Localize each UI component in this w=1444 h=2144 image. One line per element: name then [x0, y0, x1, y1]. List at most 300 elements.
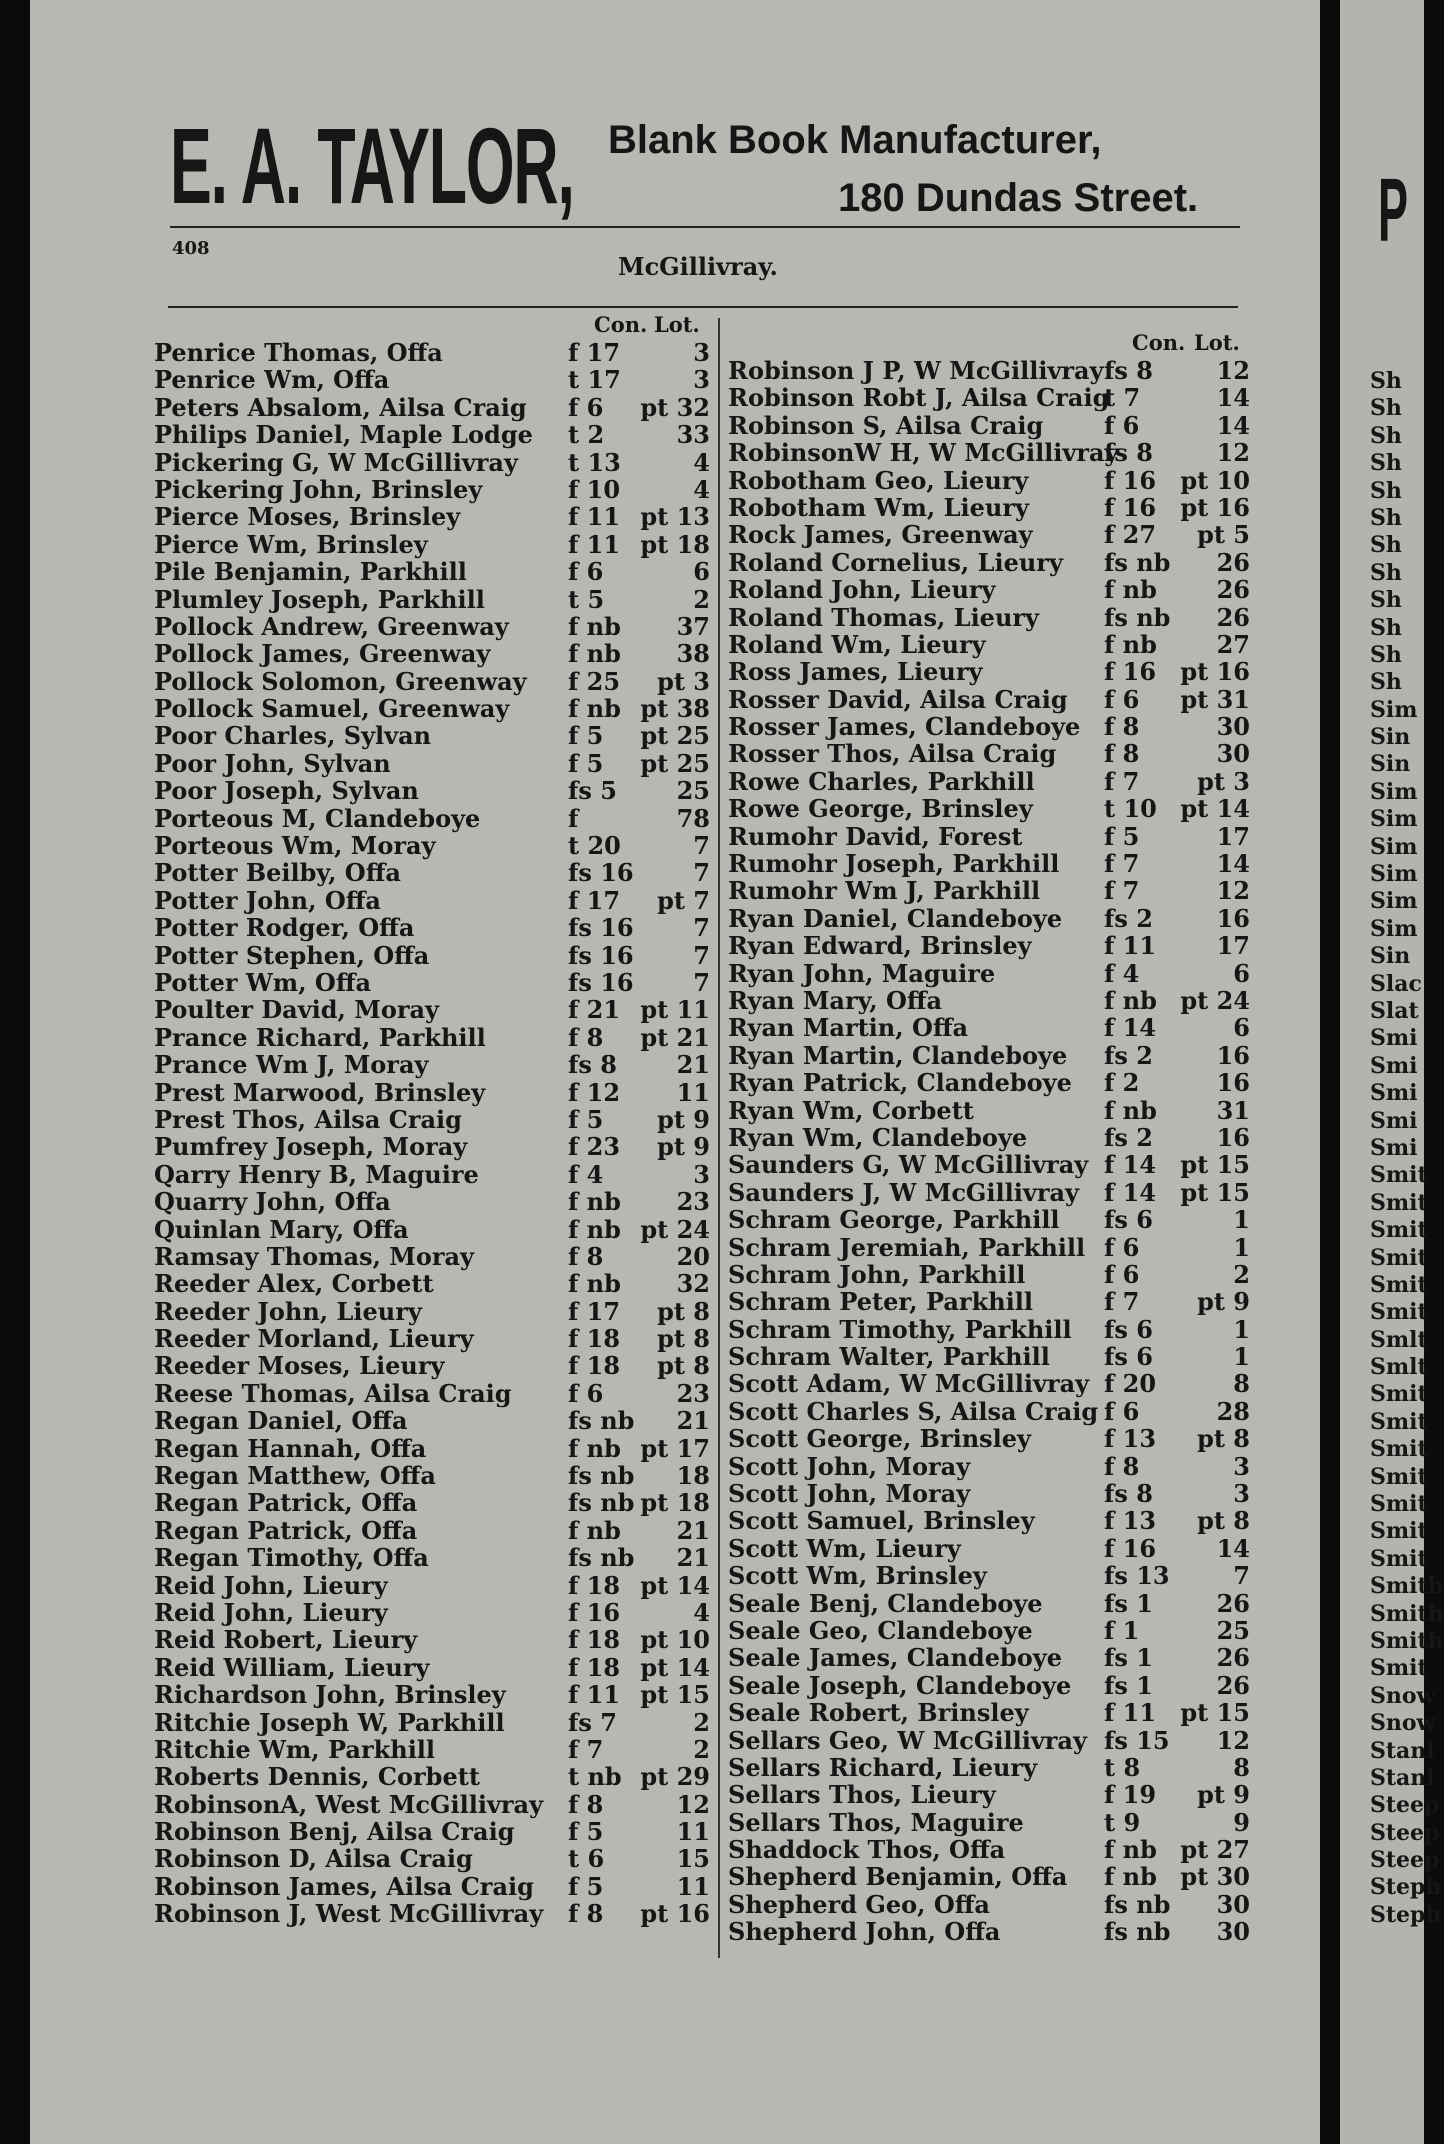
entry-lot: pt 9 — [1197, 1287, 1250, 1317]
entry-lot: pt 31 — [1180, 684, 1250, 714]
entry-name: Scott John, Moray — [728, 1451, 971, 1481]
entry-name: Reid Robert, Lieury — [154, 1625, 418, 1655]
entry-con: f 27 — [1104, 520, 1157, 550]
entry-name: Reid John, Lieury — [154, 1597, 388, 1627]
directory-entry — [154, 365, 716, 395]
entry-name: Rowe Charles, Parkhill — [728, 766, 1035, 796]
directory-entry — [720, 1287, 1260, 1317]
entry-name: Rumohr David, Forest — [728, 821, 1023, 851]
directory-entry — [154, 913, 716, 943]
entry-con: f 19 — [1104, 1780, 1157, 1810]
entry-name: Rosser David, Ailsa Craig — [728, 684, 1068, 714]
entry-lot: pt 16 — [1180, 492, 1250, 522]
entry-name: Pollock Solomon, Greenway — [154, 666, 527, 696]
directory-entry — [154, 502, 716, 532]
section-rule — [168, 306, 1238, 308]
entry-name: Schram John, Parkhill — [728, 1259, 1026, 1289]
entry-lot: 6 — [693, 557, 710, 587]
entry-lot: pt 15 — [1180, 1150, 1250, 1180]
adjacent-fragment: Sim — [1370, 861, 1418, 888]
entry-name: Prest Marwood, Brinsley — [154, 1077, 486, 1107]
entry-con: f 7 — [1104, 849, 1140, 879]
directory-entry — [154, 1543, 716, 1573]
adjacent-fragment: Sh — [1370, 477, 1402, 504]
directory-entry — [154, 1351, 716, 1381]
adjacent-fragment: Slac — [1370, 970, 1422, 997]
directory-entry — [720, 466, 1260, 493]
adjacent-fragment: Sim — [1370, 696, 1418, 723]
directory-entry — [720, 1616, 1260, 1643]
entry-con: f 7 — [1104, 1287, 1140, 1317]
entry-name: Poor Joseph, Sylvan — [154, 776, 419, 806]
entry-lot: 30 — [1216, 1889, 1250, 1919]
entry-lot: 37 — [676, 611, 710, 641]
entry-lot: 3 — [693, 365, 710, 395]
directory-entry — [720, 1589, 1260, 1616]
adjacent-fragment: Snow — [1370, 1682, 1436, 1709]
entry-lot: pt 16 — [640, 1899, 710, 1929]
entry-name: Regan Daniel, Offa — [154, 1406, 408, 1436]
directory-entry — [720, 1643, 1260, 1673]
entry-lot: 16 — [1216, 1040, 1250, 1070]
directory-entry — [154, 1708, 716, 1735]
entry-lot: pt 25 — [640, 721, 710, 751]
entry-name: Seale Benj, Clandeboye — [728, 1588, 1043, 1618]
directory-entry — [154, 804, 716, 831]
directory-entry — [154, 886, 716, 913]
directory-entry — [154, 831, 716, 861]
entry-lot: 25 — [1216, 1615, 1250, 1645]
entry-lot: pt 24 — [1180, 985, 1250, 1015]
entry-con: t 13 — [568, 447, 621, 477]
entry-lot: 30 — [1216, 739, 1250, 769]
entry-lot: pt 15 — [1180, 1698, 1250, 1728]
entry-con: fs 16 — [568, 858, 634, 888]
adjacent-fragment: Sh — [1370, 559, 1402, 586]
entry-name: Ryan Patrick, Clandeboye — [728, 1068, 1072, 1098]
entry-name: Rosser James, Clandeboye — [728, 712, 1081, 742]
entry-name: Pierce Wm, Brinsley — [154, 529, 428, 559]
page-number: 408 — [172, 238, 210, 259]
entry-name: RobinsonW H, W McGillivray — [728, 438, 1119, 468]
directory-entry — [154, 694, 716, 724]
entry-con: f 17 — [568, 1296, 621, 1326]
entry-con: f — [568, 803, 579, 833]
left-entry-list — [154, 338, 716, 1927]
entry-name: Schram Walter, Parkhill — [728, 1342, 1050, 1372]
entry-name: Peters Absalom, Ailsa Craig — [154, 392, 527, 422]
entry-con: f 13 — [1104, 1424, 1157, 1454]
entry-name: Regan Timothy, Offa — [154, 1543, 429, 1573]
entry-name: Reese Thomas, Ailsa Craig — [154, 1378, 512, 1408]
entry-name: Pumfrey Joseph, Moray — [154, 1132, 468, 1162]
entry-name: Seale Joseph, Clandeboye — [728, 1670, 1072, 1700]
directory-entry — [720, 1260, 1260, 1287]
entry-name: Ryan John, Maguire — [728, 958, 996, 988]
entry-name: Pollock James, Greenway — [154, 639, 491, 669]
entry-name: Robinson Benj, Ailsa Craig — [154, 1817, 515, 1847]
entry-con: f nb — [568, 694, 621, 724]
entry-name: Potter Stephen, Offa — [154, 940, 430, 970]
entry-name: Saunders G, W McGillivray — [728, 1150, 1089, 1180]
entry-lot: pt 8 — [657, 1296, 710, 1326]
entry-con: fs 13 — [1104, 1561, 1170, 1591]
entry-lot: 7 — [693, 858, 710, 888]
entry-name: Ryan Wm, Corbett — [728, 1095, 974, 1125]
entry-name: Pile Benjamin, Parkhill — [154, 557, 467, 587]
entry-lot: pt 5 — [1197, 520, 1250, 550]
entry-con: f 23 — [568, 1132, 621, 1162]
entry-name: Sellars Geo, W McGillivray — [728, 1725, 1087, 1755]
directory-entry — [720, 575, 1260, 605]
entry-lot: 4 — [693, 1597, 710, 1627]
entry-lot: 3 — [1233, 1479, 1250, 1509]
entry-lot: 7 — [693, 913, 710, 943]
entry-name: Prest Thos, Ailsa Craig — [154, 1104, 462, 1134]
directory-entry — [720, 1917, 1260, 1947]
directory-entry — [154, 1680, 716, 1710]
entry-lot: 16 — [1216, 903, 1250, 933]
directory-entry — [154, 1735, 716, 1762]
entry-con: t 8 — [1104, 1752, 1141, 1782]
entry-lot: pt 29 — [640, 1762, 710, 1792]
entry-con: f nb — [568, 1515, 621, 1545]
entry-lot: pt 15 — [640, 1680, 710, 1710]
directory-entry — [154, 1105, 716, 1132]
entry-con: fs nb — [568, 1406, 635, 1436]
entry-lot: 14 — [1216, 410, 1250, 440]
entry-name: Prance Richard, Parkhill — [154, 1022, 486, 1052]
entry-con: fs 1 — [1104, 1588, 1153, 1618]
entry-con: f nb — [568, 1187, 621, 1217]
adjacent-fragment: Sh — [1370, 614, 1402, 641]
entry-name: Ross James, Lieury — [728, 657, 983, 687]
entry-lot: 20 — [676, 1241, 710, 1271]
directory-entry — [720, 1452, 1260, 1479]
adjacent-fragment: Steep — [1370, 1847, 1440, 1874]
entry-lot: 17 — [1216, 931, 1250, 961]
entry-con: f nb — [1104, 575, 1157, 605]
entry-name: Reid John, Lieury — [154, 1570, 388, 1600]
entry-lot: 38 — [676, 639, 710, 669]
entry-con: fs nb — [568, 1488, 635, 1518]
entry-lot: 33 — [676, 420, 710, 450]
entry-con: f nb — [1104, 985, 1157, 1015]
adjacent-fragment: Sh — [1370, 669, 1402, 696]
entry-con: fs nb — [568, 1543, 635, 1573]
adjacent-fragment: Smlt — [1370, 1326, 1428, 1353]
entry-name: Shepherd Geo, Offa — [728, 1889, 990, 1919]
entry-lot: pt 7 — [657, 885, 710, 915]
adjacent-fragment: Sh — [1370, 450, 1402, 477]
entry-name: Rumohr Joseph, Parkhill — [728, 849, 1060, 879]
entry-con: fs nb — [1104, 602, 1171, 632]
directory-entry — [154, 1160, 716, 1187]
directory-entry — [720, 1342, 1260, 1372]
entry-name: Pickering G, W McGillivray — [154, 447, 518, 477]
entry-name: Philips Daniel, Maple Lodge — [154, 420, 533, 450]
directory-entry — [154, 393, 716, 420]
entry-lot: 1 — [1233, 1342, 1250, 1372]
entry-name: Saunders J, W McGillivray — [728, 1177, 1079, 1207]
directory-entry — [154, 338, 716, 365]
entry-con: t 10 — [1104, 794, 1157, 824]
entry-name: Seale Robert, Brinsley — [728, 1698, 1029, 1728]
entry-lot: 12 — [676, 1789, 710, 1819]
entry-name: RobinsonA, West McGillivray — [154, 1789, 544, 1819]
entry-lot: pt 9 — [1197, 1780, 1250, 1810]
entry-lot: 21 — [676, 1050, 710, 1080]
adjacent-fragment: Smi — [1370, 1107, 1418, 1134]
directory-entry — [154, 1297, 716, 1324]
entry-con: f 25 — [568, 666, 621, 696]
entry-con: t 17 — [568, 365, 621, 395]
entry-name: Shepherd Benjamin, Offa — [728, 1862, 1068, 1892]
entry-lot: pt 3 — [657, 666, 710, 696]
directory-entry — [154, 1215, 716, 1242]
directory-entry — [720, 383, 1260, 413]
adjacent-fragment: Sh — [1370, 532, 1402, 559]
entry-name: Poor Charles, Sylvan — [154, 721, 432, 751]
con-header: Con. — [1132, 330, 1186, 355]
adjacent-fragment: Stanl — [1370, 1764, 1435, 1791]
entry-name: Regan Matthew, Offa — [154, 1461, 436, 1491]
entry-name: Robotham Wm, Lieury — [728, 492, 1029, 522]
entry-lot: 4 — [693, 474, 710, 504]
entry-lot: 2 — [693, 1707, 710, 1737]
entry-con: f 11 — [568, 529, 621, 559]
left-column-header — [154, 312, 716, 338]
entry-con: f 8 — [568, 1022, 604, 1052]
entry-lot: pt 3 — [1197, 766, 1250, 796]
entry-con: f 6 — [1104, 1232, 1140, 1262]
adjacent-fragment: Steep — [1370, 1792, 1440, 1819]
directory-entry — [154, 1406, 716, 1436]
directory-entry — [154, 639, 716, 669]
entry-name: Porteous Wm, Moray — [154, 831, 436, 861]
entry-lot: pt 8 — [1197, 1424, 1250, 1454]
entry-con: fs nb — [568, 1461, 635, 1491]
entry-con: fs 16 — [568, 967, 634, 997]
adjacent-fragment: Sin — [1370, 724, 1411, 751]
directory-entry — [720, 1150, 1260, 1180]
adjacent-fragment: Smi — [1370, 1080, 1418, 1107]
con-header: Con. — [594, 312, 648, 337]
entry-name: Rock James, Greenway — [728, 520, 1033, 550]
entry-name: Robinson Robt J, Ailsa Craig — [728, 383, 1110, 413]
entry-con: f 6 — [1104, 410, 1140, 440]
entry-name: Ritchie Wm, Parkhill — [154, 1734, 436, 1764]
entry-name: Potter John, Offa — [154, 885, 381, 915]
entry-name: Ryan Martin, Clandeboye — [728, 1040, 1068, 1070]
entry-con: f 7 — [568, 1734, 604, 1764]
entry-lot: 26 — [1216, 1643, 1250, 1673]
entry-con: f nb — [1104, 1835, 1157, 1865]
entry-lot: pt 15 — [1180, 1177, 1250, 1207]
entry-con: fs 8 — [1104, 1479, 1153, 1509]
entry-lot: 7 — [693, 831, 710, 861]
directory-entry — [154, 1132, 716, 1162]
directory-entry — [720, 1780, 1260, 1810]
directory-entry — [720, 685, 1260, 712]
entry-con: fs 15 — [1104, 1725, 1170, 1755]
advert-tagline: Blank Book Manufacturer, — [608, 118, 1102, 162]
directory-page — [30, 0, 1320, 2144]
entry-name: Robinson S, Ailsa Craig — [728, 410, 1044, 440]
entry-name: Ramsay Thomas, Moray — [154, 1241, 475, 1271]
entry-con: f 16 — [1104, 465, 1157, 495]
entry-name: Scott Samuel, Brinsley — [728, 1506, 1035, 1536]
directory-entry — [154, 1324, 716, 1354]
adjacent-fragment: Smit — [1370, 1299, 1428, 1326]
entry-con: f 11 — [1104, 931, 1157, 961]
adjacent-fragment: Smi — [1370, 1052, 1418, 1079]
entry-name: Ryan Edward, Brinsley — [728, 931, 1032, 961]
adjacent-fragment: Smith — [1370, 1600, 1444, 1627]
advertiser-logo: E. A. TAYLOR, — [170, 105, 574, 226]
entry-con: fs 16 — [568, 913, 634, 943]
entry-con: f 6 — [1104, 1396, 1140, 1426]
entry-con: f 5 — [568, 748, 604, 778]
directory-entry — [720, 959, 1260, 986]
entry-name: Reid William, Lieury — [154, 1652, 430, 1682]
directory-entry — [720, 767, 1260, 794]
entry-lot: 1 — [1233, 1205, 1250, 1235]
entry-lot: pt 14 — [640, 1652, 710, 1682]
directory-entry — [154, 667, 716, 694]
entry-con: f 18 — [568, 1652, 621, 1682]
entry-lot: 7 — [693, 940, 710, 970]
entry-lot: 26 — [1216, 1670, 1250, 1700]
entry-con: f nb — [568, 611, 621, 641]
lot-header: Lot. — [654, 312, 700, 337]
adjacent-fragment: Sh — [1370, 587, 1402, 614]
entry-lot: 11 — [676, 1871, 710, 1901]
entry-lot: 1 — [1233, 1232, 1250, 1262]
directory-entry — [720, 931, 1260, 961]
directory-entry — [154, 721, 716, 751]
entry-con: f 6 — [568, 392, 604, 422]
directory-entry — [720, 1862, 1260, 1892]
directory-entry — [720, 1561, 1260, 1591]
directory-entry — [720, 1397, 1260, 1424]
entry-name: Sellars Thos, Maguire — [728, 1807, 1024, 1837]
entry-lot: 78 — [676, 803, 710, 833]
entry-name: Robinson D, Ailsa Craig — [154, 1844, 473, 1874]
entry-name: Quinlan Mary, Offa — [154, 1214, 409, 1244]
adjacent-fragment: Smit — [1370, 1655, 1428, 1682]
directory-entry — [154, 557, 716, 587]
adjacent-fragment: Sim — [1370, 806, 1418, 833]
directory-entry — [720, 1671, 1260, 1698]
running-head: McGillivray. — [618, 252, 778, 281]
directory-entry — [154, 776, 716, 806]
entry-con: fs 6 — [1104, 1342, 1153, 1372]
entry-con: f 5 — [568, 721, 604, 751]
entry-lot: 8 — [1233, 1369, 1250, 1399]
entry-lot: 7 — [693, 967, 710, 997]
entry-name: Scott Wm, Brinsley — [728, 1561, 987, 1591]
entry-lot: 12 — [1216, 356, 1250, 385]
entry-name: Richardson John, Brinsley — [154, 1680, 506, 1710]
entry-name: Seale Geo, Clandeboye — [728, 1615, 1033, 1645]
adjacent-fragment: Smit — [1370, 1491, 1428, 1518]
entry-lot: 14 — [1216, 383, 1250, 413]
directory-entry — [720, 438, 1260, 468]
directory-entry — [154, 968, 716, 995]
entry-con: fs nb — [1104, 1889, 1171, 1919]
entry-name: Regan Patrick, Offa — [154, 1515, 418, 1545]
entry-lot: 30 — [1216, 1917, 1250, 1947]
adjacent-fragment: Snow — [1370, 1710, 1436, 1737]
entry-lot: pt 14 — [640, 1570, 710, 1600]
directory-entry — [720, 794, 1260, 824]
entry-name: Qarry Henry B, Maguire — [154, 1159, 479, 1189]
adjacent-fragment: Smit — [1370, 1463, 1428, 1490]
entry-lot: 14 — [1216, 1533, 1250, 1563]
entry-con: f 12 — [568, 1077, 621, 1107]
entry-con: t 7 — [1104, 383, 1141, 413]
directory-entry — [154, 1653, 716, 1680]
directory-entry — [154, 941, 716, 968]
directory-entry — [720, 1315, 1260, 1342]
entry-name: Penrice Thomas, Offa — [154, 338, 443, 367]
entry-lot: 26 — [1216, 575, 1250, 605]
directory-entry — [154, 1488, 716, 1518]
entry-con: f nb — [568, 1214, 621, 1244]
adjacent-fragment: Sh — [1370, 368, 1402, 394]
adjacent-fragment: Smit — [1370, 1518, 1428, 1545]
entry-con: f 17 — [568, 338, 621, 367]
directory-entry — [720, 876, 1260, 906]
entry-lot: 15 — [676, 1844, 710, 1874]
entry-lot: 26 — [1216, 547, 1250, 577]
directory-entry — [720, 712, 1260, 742]
directory-entry — [154, 1516, 716, 1543]
directory-entry — [720, 904, 1260, 931]
entry-name: Roberts Dennis, Corbett — [154, 1762, 480, 1792]
entry-lot: pt 9 — [657, 1104, 710, 1134]
directory-entry — [720, 1506, 1260, 1536]
entry-name: Reeder John, Lieury — [154, 1296, 422, 1326]
entry-con: fs nb — [1104, 547, 1171, 577]
entry-lot: 14 — [1216, 849, 1250, 879]
entry-name: Prance Wm J, Moray — [154, 1050, 429, 1080]
directory-entry — [154, 1625, 716, 1655]
entry-name: Seale James, Clandeboye — [728, 1643, 1062, 1673]
entry-lot: 11 — [676, 1077, 710, 1107]
entry-name: Robinson J P, W McGillivray — [728, 356, 1104, 385]
directory-entry — [154, 1899, 716, 1929]
directory-entry — [720, 356, 1260, 383]
adjacent-fragment: Sim — [1370, 778, 1418, 805]
entry-name: Scott George, Brinsley — [728, 1424, 1031, 1454]
directory-entry — [154, 858, 716, 888]
entry-lot: 2 — [693, 584, 710, 614]
directory-entry — [154, 749, 716, 776]
entry-name: Reeder Morland, Lieury — [154, 1324, 474, 1354]
entry-lot: 18 — [676, 1461, 710, 1491]
entry-name: Rumohr Wm J, Parkhill — [728, 876, 1041, 906]
adjacent-fragment: Sin — [1370, 943, 1411, 970]
entry-con: fs 6 — [1104, 1205, 1153, 1235]
entry-con: f 8 — [568, 1789, 604, 1819]
adjacent-fragment: Slat — [1370, 997, 1419, 1024]
entry-lot: pt 27 — [1180, 1835, 1250, 1865]
entry-con: f 14 — [1104, 1177, 1157, 1207]
directory-entry — [720, 657, 1260, 687]
entry-name: Scott John, Moray — [728, 1479, 971, 1509]
